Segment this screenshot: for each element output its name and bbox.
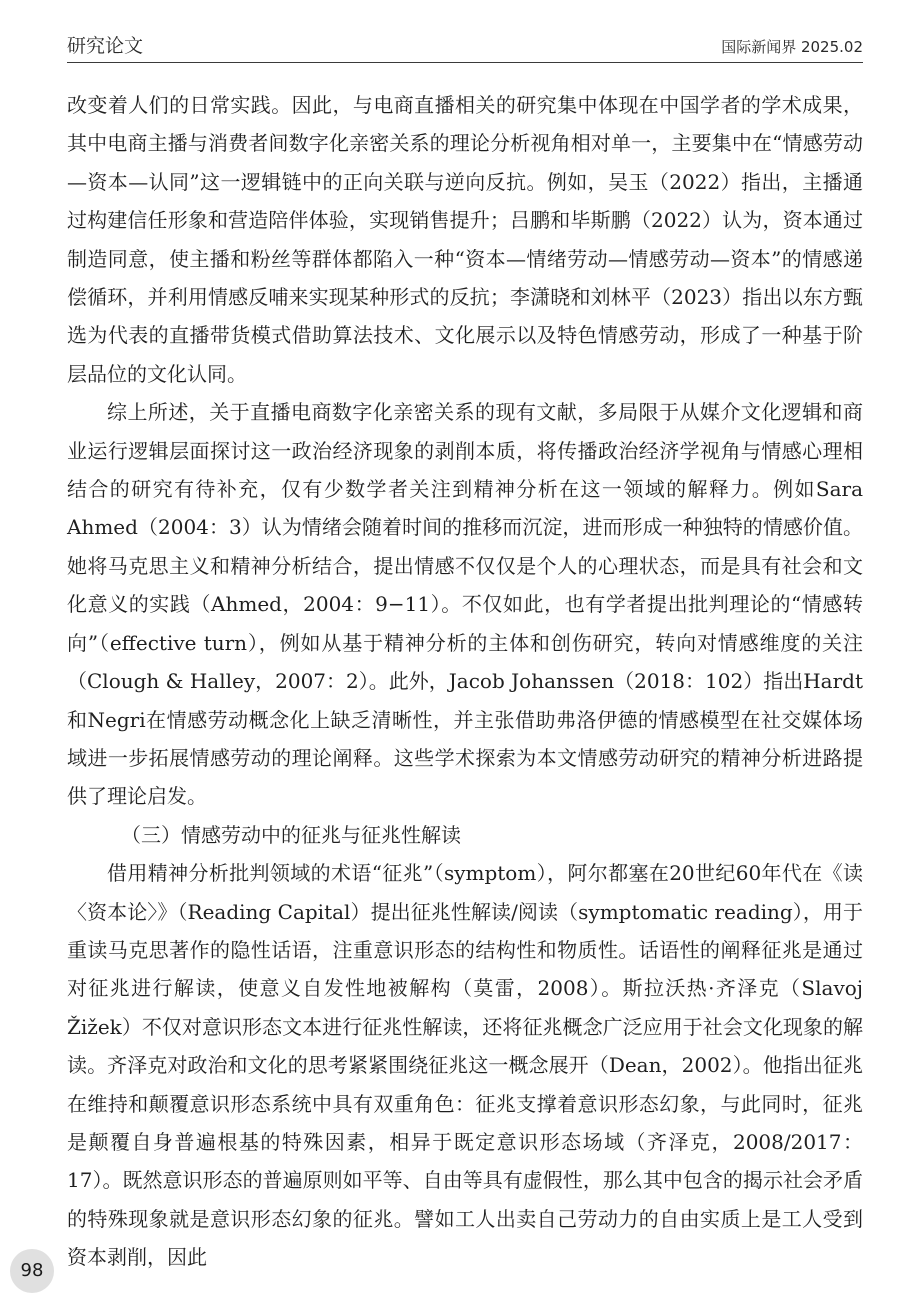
section-heading: （三）情感劳动中的征兆与征兆性解读 — [121, 822, 461, 847]
paragraph-symptom: 借用精神分析批判领域的术语“征兆”（symptom），阿尔都塞在20世纪60年代在《读〈资本论〉》（Reading Capital）提出征兆性解读/阅读（symptomatic reading），用于重读马克思著作的隐性话语，注重意识形态的结构性和物质性。话语性的阐释征兆是通过对征兆进行解读，使意义自发性地被解构（莫雷，2008）。斯拉沃热·齐泽克（Slavoj Žižek）不仅对意识形态文本进行征兆性解读，还将征兆概念广泛应用于社会文化现象的解读。齐泽克对政治和文化的思考紧紧围绕征兆这一概念展开（Dean，2002）。他指出征兆在维持和颠覆意识形态系统中具有双重角色：征兆支撑着意识形态幻象，与此同时，征兆是颠覆自身普遍根基的特殊因素，相异于既定意识形态场域（齐泽克，2008/2017：17）。既然意识形态的普遍原则如平等、自由等具有虚假性，那么其中包含的揭示社会矛盾的特殊现象就是意识形态幻象的征兆。譬如工人出卖自己劳动力的自由实质上是工人受到资本剥削，因此 — [67, 861, 863, 1270]
page-number-badge: 98 — [10, 1249, 54, 1293]
paragraph-continued: 改变着人们的日常实践。因此，与电商直播相关的研究集中体现在中国学者的学术成果，其中电商主播与消费者间数字化亲密关系的理论分析视角相对单一，主要集中在“情感劳动—资本—认同”这一逻辑链中的正向关联与逆向反抗。例如，吴玉（2022）指出，主播通过构建信任形象和营造陪伴体验，实现销售提升；吕鹏和毕斯鹏（2022）认为，资本通过制造同意，使主播和粉丝等群体都陷入一种“资本—情绪劳动—情感劳动—资本”的情感递偿循环，并利用情感反哺来实现某种形式的反抗；李潇晓和刘林平（2023）指出以东方甄选为代表的直播带货模式借助算法技术、文化展示以及特色情感劳动，形成了一种基于阶层品位的文化认同。 — [67, 93, 863, 386]
article-body — [67, 86, 863, 1277]
paragraph-summary: 综上所述，关于直播电商数字化亲密关系的现有文献，多局限于从媒介文化逻辑和商业运行逻辑层面探讨这一政治经济现象的剥削本质，将传播政治经济学视角与情感心理相结合的研究有待补充，仅有少数学者关注到精神分析在这一领域的解释力。例如Sara Ahmed（2004：3）认为情绪会随着时间的推移而沉淀，进而形成一种独特的情感价值。她将马克思主义和精神分析结合，提出情感不仅仅是个人的心理状态，而是具有社会和文化意义的实践（Ahmed，2004：9−11）。不仅如此，也有学者提出批判理论的“情感转向”（effective turn），例如从基于精神分析的主体和创伤研究，转向对情感维度的关注（Clough & Halley，2007：2）。此外，Jacob Johanssen（2018：102）指出Hardt和Negri在情感劳动概念化上缺乏清晰性，并主张借助弗洛伊德的情感模型在社交媒体场域进一步拓展情感劳动的理论阐释。这些学术探索为本文情感劳动研究的精神分析进路提供了理论启发。 — [67, 400, 863, 809]
section-label: 研究论文 — [67, 35, 144, 57]
journal-issue: 国际新闻界 2025.02 — [721, 38, 863, 56]
running-header — [67, 34, 863, 63]
